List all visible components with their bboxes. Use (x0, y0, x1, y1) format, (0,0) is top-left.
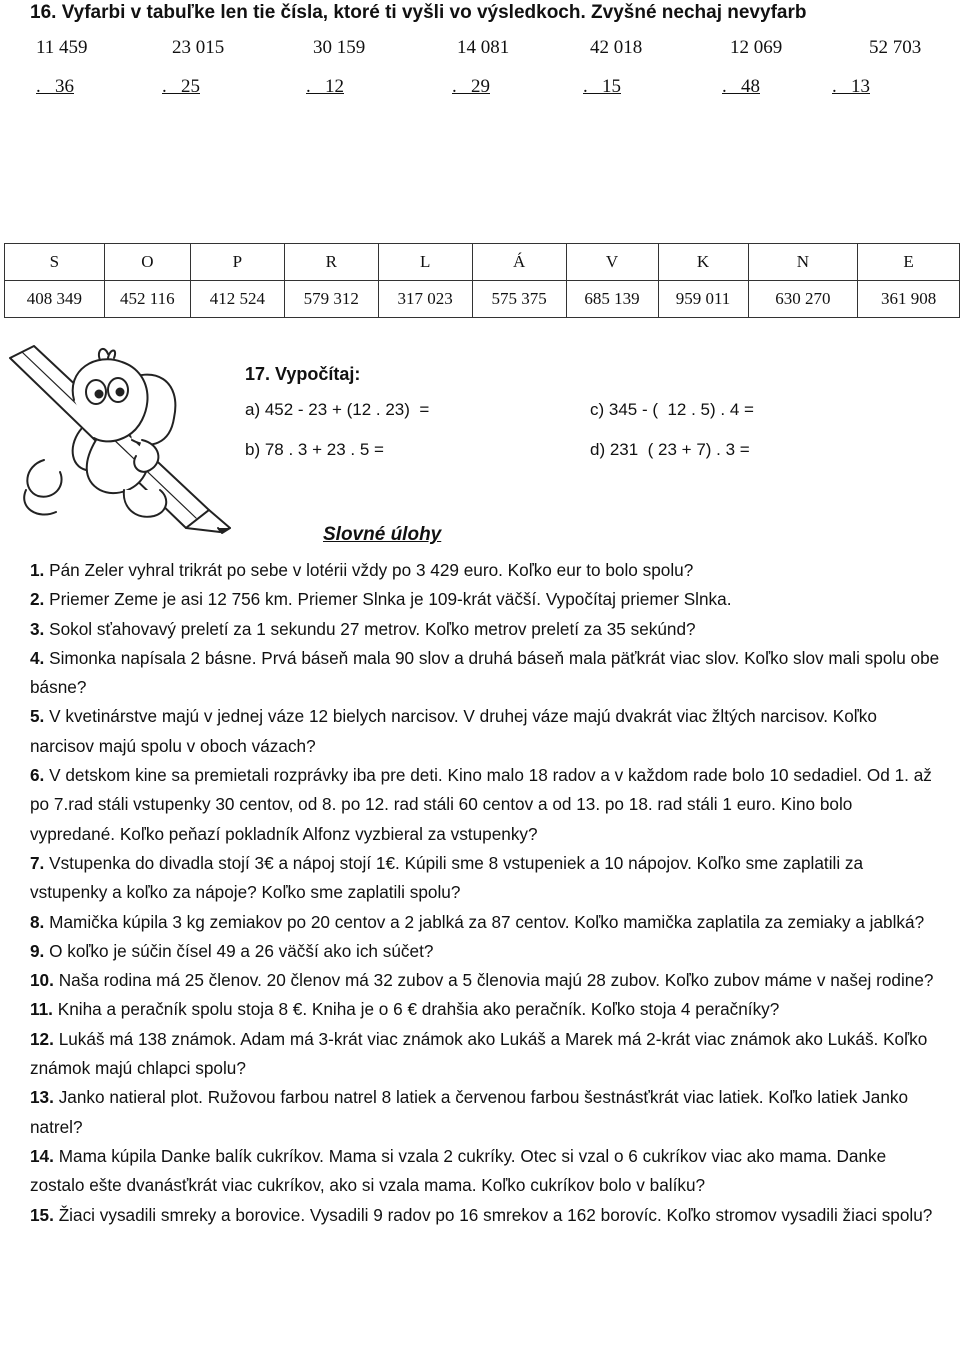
word-problem (30, 615, 940, 644)
word-problem-text: Naša rodina má 25 členov. 20 členov má 32 zubov a 5 členovia majú 28 zubov. Koľko zubov máme v našej rodine? (58, 970, 934, 991)
word-problem-number: 2. (30, 589, 45, 610)
multiplier-cell: . 12 (306, 76, 344, 97)
word-problem-text: Vstupenka do divadla stojí 3€ a nápoj stojí 1€. Kúpili sme 8 vstupeniek a 10 nápojov. Koľko sme zaplatili za vstupenky a koľko za nápoje? Koľko sme zaplatili spolu? (30, 852, 864, 903)
multiplier-cell: . 29 (452, 76, 490, 97)
letter-cell: S (5, 244, 105, 281)
value-cell: 452 116 (104, 281, 190, 318)
letter-cell: L (378, 244, 472, 281)
word-problem-number: 4. (30, 647, 45, 668)
word-problem-text: V kvetinárstve majú v jednej váze 12 bielych narcisov. V druhej váze majú dvakrát viac žltých narcisov. Koľko narcisov majú spolu v oboch vázach? (30, 706, 877, 756)
number-cell: 12 069 (730, 37, 783, 58)
number-cell: 23 015 (172, 37, 225, 58)
exercise-17-c: c) 345 - ( 12 . 5) . 4 = (590, 400, 754, 419)
letter-cell: P (190, 244, 284, 281)
word-problem-text: Pán Zeler vyhral trikrát po sebe v lotérii vždy po 3 429 euro. Koľko eur to bolo spolu? (49, 560, 694, 580)
word-problem (30, 1142, 940, 1201)
word-problem-text: Priemer Zeme je asi 12 756 km. Priemer Slnka je 109-krát väčší. Vypočítaj priemer Slnka. (49, 589, 732, 610)
value-row (5, 281, 960, 318)
word-problem-text: Kniha a peračník spolu stoja 8 €. Kniha je o 6 € drahšia ako peračník. Koľko stoja 4 peračníky? (57, 999, 780, 1020)
multiplier-cell: . 15 (583, 76, 621, 97)
word-problem (30, 995, 940, 1024)
value-cell: 317 023 (378, 281, 472, 318)
word-problem-text: Žiaci vysadili smreky a borovice. Vysadili 9 radov po 16 smrekov a 162 borovíc. Koľko stromov vysadili žiaci spolu? (58, 1204, 933, 1225)
word-problem-text: Mama kúpila Danke balík cukríkov. Mama si vzala 2 cukríky. Otec si vzal o 6 cukríkov viac ako mama. Danke zostalo ešte dvanásťkrát viac cukríkov, ako si vzala mama. Koľko cukríkov bolo v balíku? (30, 1145, 887, 1196)
multiplier-cell: . 36 (36, 76, 74, 97)
word-problem-text: Sokol sťahovavý preletí za 1 sekundu 27 metrov. Koľko metrov preletí za 35 sekúnd? (49, 618, 696, 639)
word-problem-number: 11. (30, 999, 53, 1020)
exercise-17-d: d) 231 ( 23 + 7) . 3 = (590, 440, 750, 459)
letter-cell: O (104, 244, 190, 281)
elephant-pencil-illustration (4, 340, 236, 535)
exercise-17-title: 17. Vypočítaj: (245, 364, 361, 384)
number-cell: 14 081 (457, 37, 510, 58)
letter-cell: E (858, 244, 960, 281)
number-cell: 11 459 (36, 37, 88, 58)
word-problem-text: Simonka napísala 2 básne. Prvá báseň mala 90 slov a druhá báseň mala päťkrát viac slov. Koľko slov mali spolu obe básne? (30, 647, 940, 698)
letter-cell: R (284, 244, 378, 281)
word-problem-number: 14. (30, 1145, 54, 1166)
word-problem-text: Mamička kúpila 3 kg zemiakov po 20 centov a 2 jablká za 87 centov. Koľko mamička zaplatila za zemiaky a jablká? (49, 911, 925, 932)
word-problem-number: 13. (30, 1087, 54, 1108)
word-problem-text: Janko natieral plot. Ružovou farbou natrel 8 latiek a červenou farbou šestnásťkrát viac latiek. Koľko latiek Janko natrel? (30, 1087, 909, 1137)
word-problem-number: 9. (30, 940, 45, 961)
word-problem-number: 10. (30, 970, 54, 991)
word-problem-number: 1. (30, 560, 45, 580)
exercise-16-title: 16. Vyfarbi v tabuľke len tie čísla, ktoré ti vyšli vo výsledkoch. Zvyšné nechaj nevyfarb (30, 2, 807, 23)
word-problem-text: Lukáš má 138 známok. Adam má 3-krát viac známok ako Lukáš a Marek má 2-krát viac známok ako Lukáš. Koľko známok majú chlapci spolu? (30, 1028, 928, 1079)
word-problem (30, 585, 940, 614)
word-problem (30, 1083, 940, 1142)
value-cell: 685 139 (566, 281, 658, 318)
word-problem (30, 1025, 940, 1084)
multiplier-row (0, 76, 960, 104)
word-problem (30, 644, 940, 703)
word-problem-text: O koľko je súčin čísel 49 a 26 väčší ako ich súčet? (49, 940, 434, 961)
word-problem (30, 1201, 940, 1230)
value-cell: 579 312 (284, 281, 378, 318)
word-problem-number: 7. (30, 852, 45, 873)
word-problem-number: 15. (30, 1204, 54, 1225)
letter-row (5, 244, 960, 281)
value-cell: 361 908 (858, 281, 960, 318)
letter-cell: K (658, 244, 748, 281)
word-problem (30, 556, 940, 585)
multiplier-cell: . 25 (162, 76, 200, 97)
multiplier-cell: . 48 (722, 76, 760, 97)
value-cell: 630 270 (748, 281, 858, 318)
word-problem-number: 12. (30, 1028, 54, 1049)
exercise-17-a: a) 452 - 23 + (12 . 23) = (245, 400, 430, 419)
number-cell: 52 703 (869, 37, 922, 58)
word-problem (30, 849, 940, 908)
multiplier-cell: . 13 (832, 76, 870, 97)
word-problem (30, 937, 940, 966)
word-problem-text: V detskom kine sa premietali rozprávky iba pre deti. Kino malo 18 radov a v každom rade bolo 10 sedadiel. Od 1. až po 7.rad stáli vstupenky 30 centov, od 8. po 12. rad stáli 60 centov a od 13. po 18. rad stáli 1 euro. Kino bolo vypredané. Koľko peňazí pokladník Alfonz vyzbieral za vstupenky? (30, 765, 932, 844)
word-problem (30, 966, 940, 995)
letter-cell: V (566, 244, 658, 281)
value-cell: 412 524 (190, 281, 284, 318)
word-problems-list (30, 556, 940, 1230)
letter-cell: Á (472, 244, 566, 281)
word-problem-number: 8. (30, 911, 45, 932)
color-code-table (4, 243, 960, 318)
value-cell: 959 011 (658, 281, 748, 318)
letter-cell: N (748, 244, 858, 281)
word-problems-heading: Slovné úlohy (323, 524, 442, 545)
word-problem (30, 908, 940, 937)
value-cell: 408 349 (5, 281, 105, 318)
word-problem (30, 761, 940, 849)
word-problem-number: 6. (30, 765, 45, 786)
number-cell: 42 018 (590, 37, 643, 58)
number-row (0, 37, 960, 65)
word-problem-number: 3. (30, 618, 45, 639)
value-cell: 575 375 (472, 281, 566, 318)
word-problem-number: 5. (30, 706, 45, 727)
exercise-17-b: b) 78 . 3 + 23 . 5 = (245, 440, 384, 459)
number-cell: 30 159 (313, 37, 366, 58)
word-problem (30, 702, 940, 761)
